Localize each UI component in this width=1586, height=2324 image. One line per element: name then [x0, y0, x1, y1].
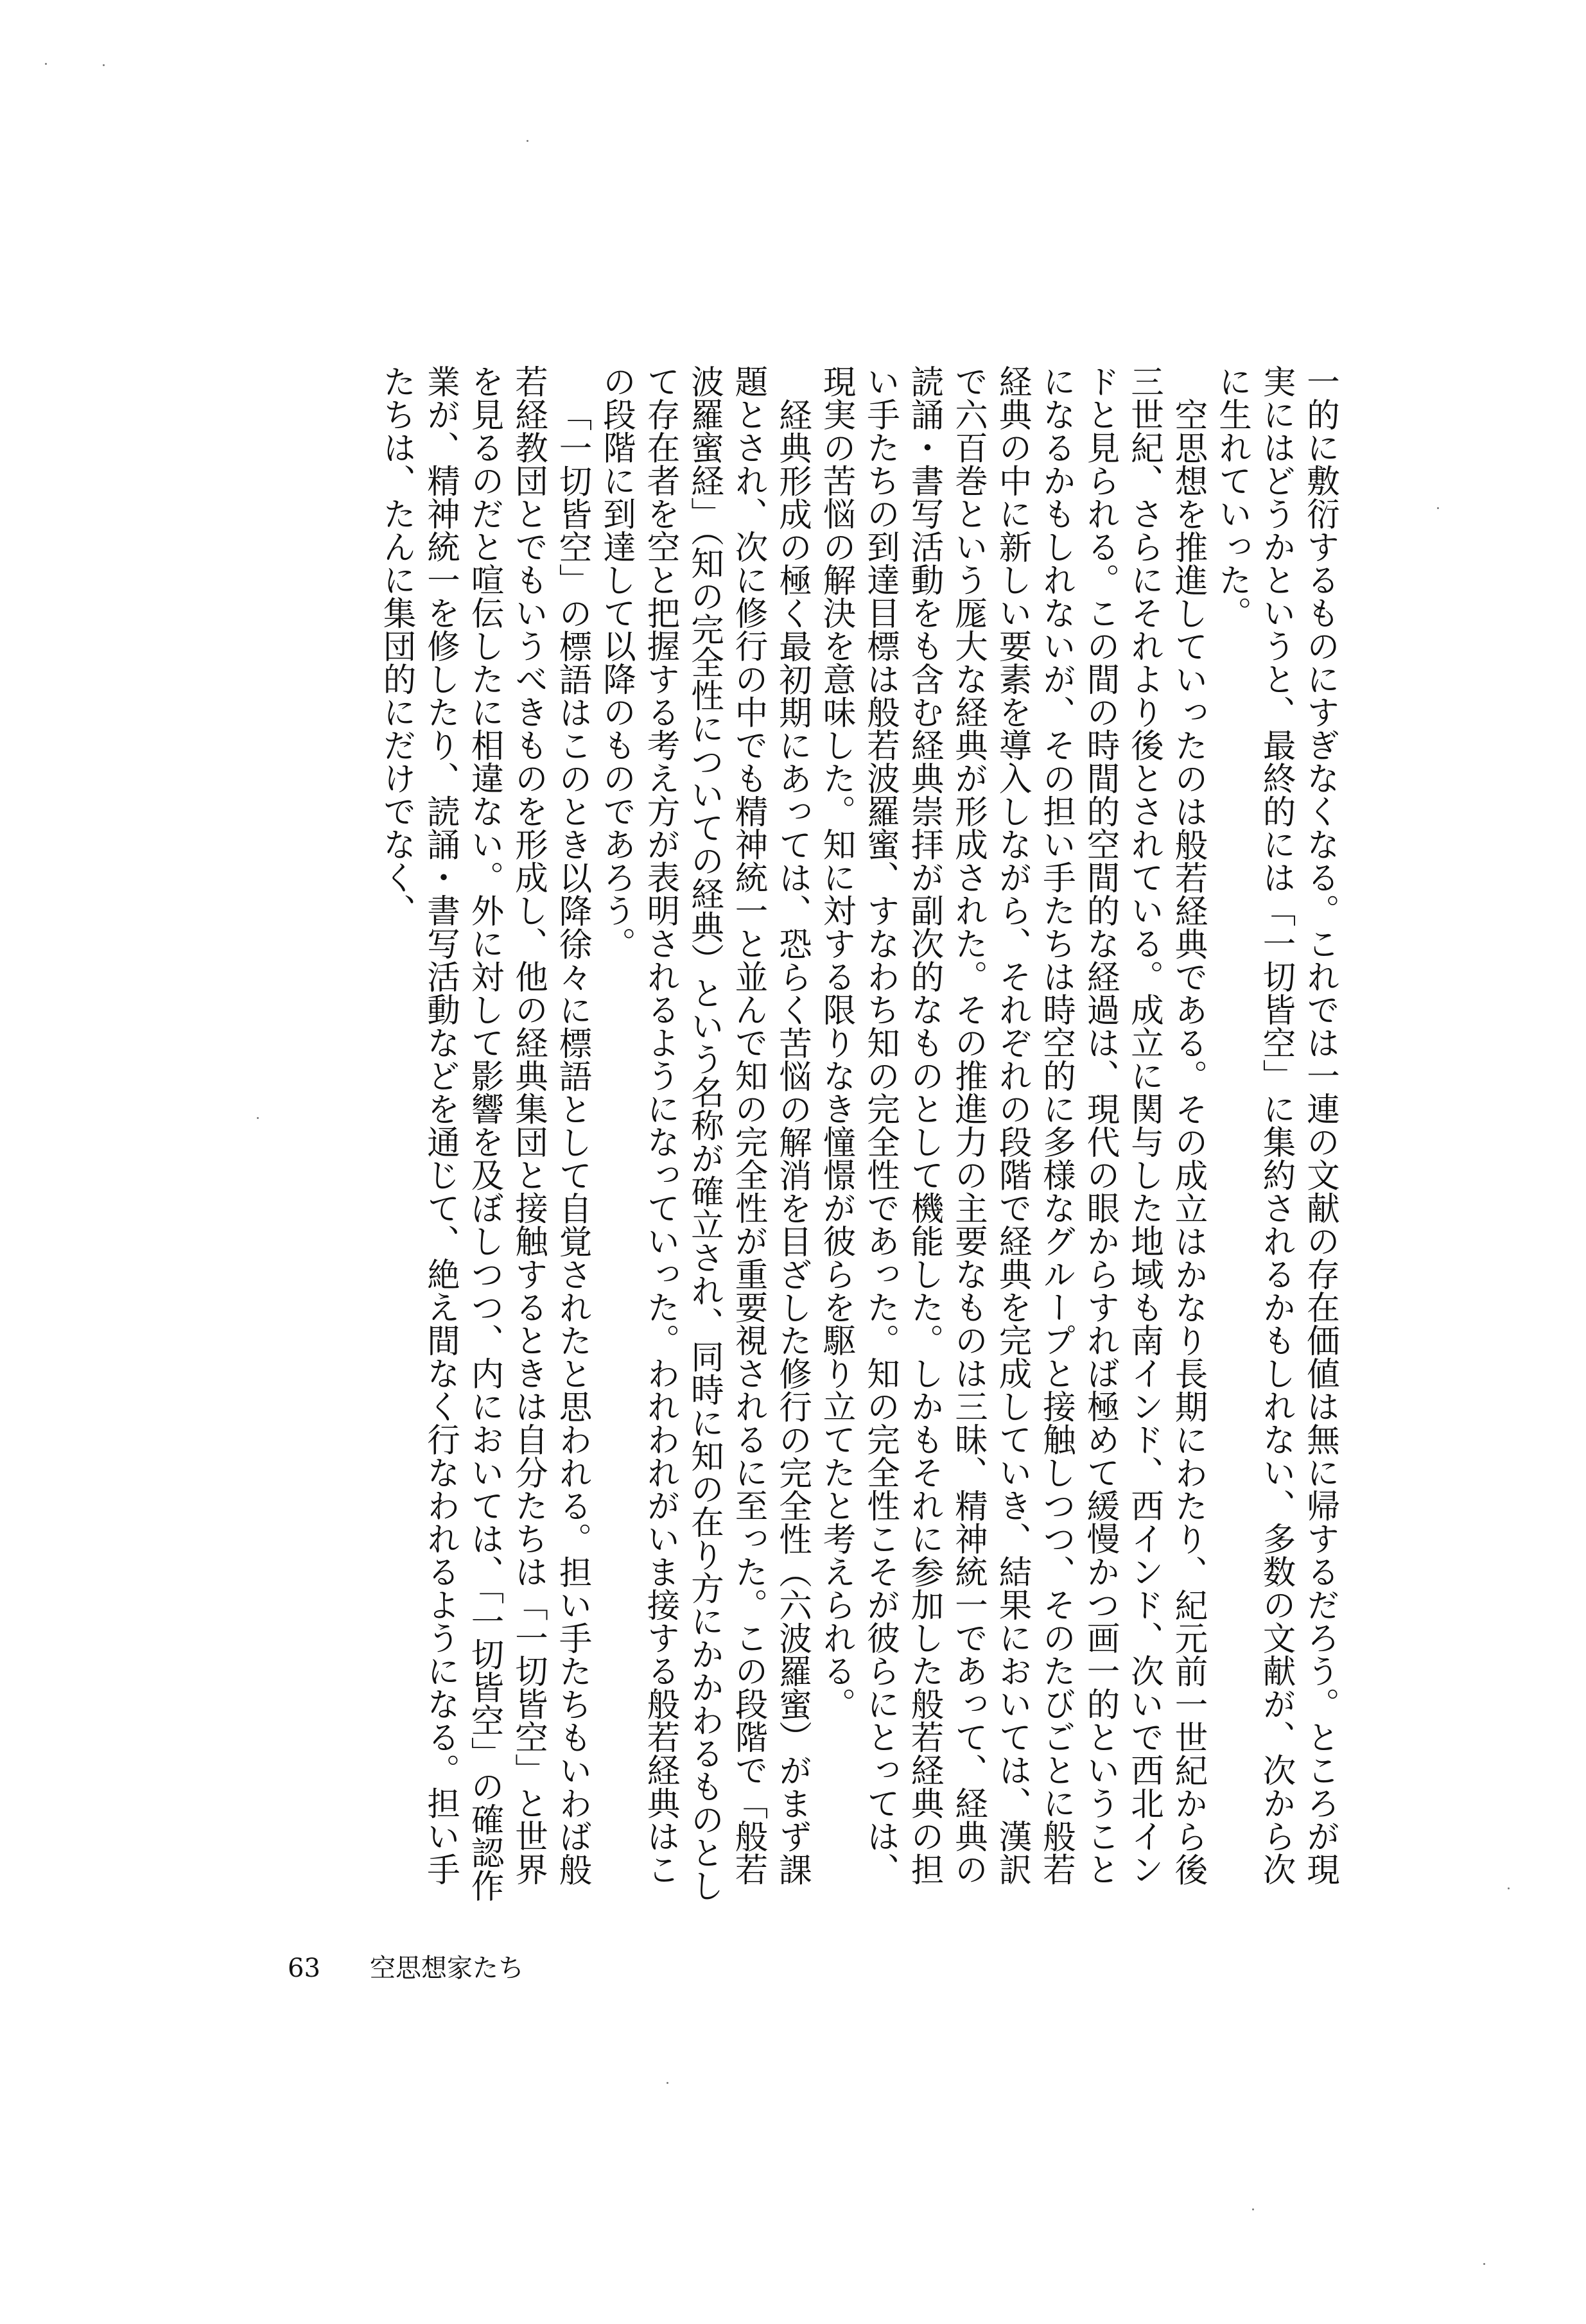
scan-speck	[1483, 2263, 1485, 2265]
scan-speck	[103, 64, 105, 66]
scan-speck	[1508, 1887, 1510, 1889]
scan-speck	[45, 63, 47, 65]
paragraph-1: 一的に敷衍するものにすぎなくなる。これでは一連の文献の存在価値は無に帰するだろう。ところが現実にはどうかというと、最終的には「一切皆空」に集約されるかもしれない、多数の文献が、次から次に生れていった。	[1213, 365, 1339, 1886]
body-text	[250, 365, 1342, 1918]
paragraph-3: 経典形成の極く最初期にあっては、恐らく苦悩の解消を目ざした修行の完全性（六波羅蜜）がまず課題とされ、次に修行の中でも精神統一と並んで知の完全性が重要視されるに至った。この段階で「般若波羅蜜経」（知の完全性についての経典）という名称が確立され、同時に知の在り方にかかわるものとして存在者を空と把握する考え方が表明されるようになっていった。われわれがいま接する般若経典はこの段階に到達して以降のものであろう。	[597, 365, 812, 1902]
scan-speck	[257, 1117, 259, 1119]
page-number: 63	[288, 1954, 320, 1983]
scan-speck	[667, 2082, 668, 2084]
scan-speck	[1437, 507, 1439, 509]
scan-speck	[1252, 2208, 1254, 2210]
running-title: 空思想家たち	[370, 1954, 524, 1983]
scan-speck	[527, 140, 528, 142]
paragraph-2: 空思想を推進していったのは般若経典である。その成立はかなり長期にわたり、紀元前一世紀から後三世紀、さらにそれより後とされている。成立に関与した地域も南インド、西インド、次いで西北インドと見られる。この間の時間的空間的な経過は、現代の眼からすれば極めて緩慢かつ画一的ということになるかもしれないが、その担い手たちは時空的に多様なグループと接触しつつ、そのたびごとに般若経典の中に新しい要素を導入しながら、それぞれの段階で経典を完成していき、結果においては、漢訳で六百巻という厖大な経典が形成された。その推進力の主要なものは三昧、精神統一であって、経典の読誦・書写活動をも含む経典崇拝が副次的なものとして機能した。しかもそれに参加した般若経典の担い手たちの到達目標は般若波羅蜜、すなわち知の完全性であった。知の完全性こそが彼らにとっては、現実の苦悩の解決を意味した。知に対する限りなき憧憬が彼らを駆り立てたと考えられる。	[817, 365, 1208, 1886]
page-footer	[288, 1952, 524, 1985]
paragraph-4: 「一切皆空」の標語はこのとき以降徐々に標語として自覚されたと思われる。担い手たちもいわば般若経教団とでもいうべきものを形成し、他の経典集団と接触するときは自分たちは「一切皆空」と世界を見るのだと喧伝したに相違ない。外に対して影響を及ぼしつつ、内においては、「一切皆空」の確認作業が、精神統一を修したり、読誦・書写活動などを通じて、絶え間なく行なわれるようになる。担い手たちは、たんに集団的にだけでなく、	[377, 365, 592, 1902]
